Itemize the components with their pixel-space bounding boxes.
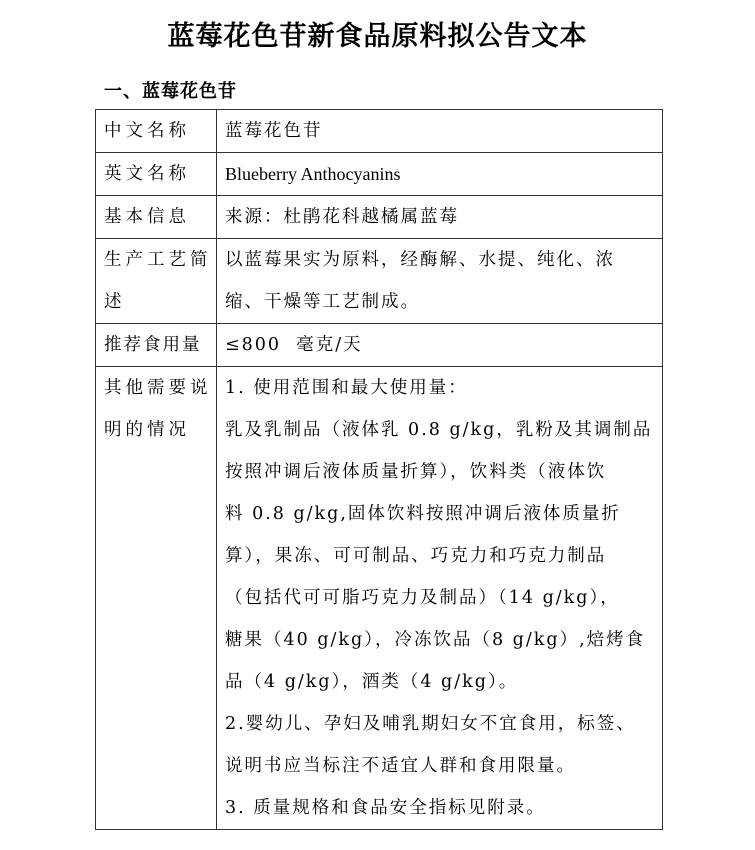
table-row-other-notes (96, 367, 663, 830)
row-label: 中文名称 (96, 110, 217, 153)
row-label: 推荐食用量 (96, 324, 217, 367)
row-label (96, 367, 217, 830)
value-line: 品（4 g/kg），酒类（4 g/kg）。 (225, 672, 519, 692)
section-heading: 一、蓝莓花色苷 (104, 81, 237, 102)
ingredient-info-table (95, 109, 663, 830)
value-line: 说明书应当标注不适宜人群和食用限量。 (225, 756, 576, 776)
value-line: 1. 使用范围和最大使用量： (225, 378, 468, 398)
row-value (217, 367, 663, 830)
value-line: 蓝莓花色苷 (225, 121, 323, 141)
row-value (217, 110, 663, 153)
table-row-recommended-intake (96, 324, 663, 367)
value-line: （包括代可可脂巧克力及制品）（14 g/kg）， (225, 588, 620, 608)
value-line: 3. 质量规格和食品安全指标见附录。 (225, 798, 546, 818)
row-value (217, 239, 663, 324)
row-label: 英文名称 (96, 153, 217, 196)
label-line: 述 (104, 292, 126, 312)
value-line: 料 0.8 g/kg,固体饮料按照冲调后液体质量折 (225, 504, 621, 524)
table-row-production-process (96, 239, 663, 324)
value-line: 按照冲调后液体质量折算），饮料类（液体饮 (225, 462, 607, 482)
row-value (217, 324, 663, 367)
table-row-basic-info (96, 196, 663, 239)
row-label (96, 239, 217, 324)
value-line: 算），果冻、可可制品、巧克力和巧克力制品 (225, 546, 607, 566)
label-line: 明的情况 (104, 420, 190, 440)
value-line: Blueberry Anthocyanins (225, 164, 401, 184)
value-line: 糖果（40 g/kg），冷冻饮品（8 g/kg）,焙烤食 (225, 630, 646, 650)
value-line: 以蓝莓果实为原料，经酶解、水提、纯化、浓 (225, 250, 615, 270)
table-row-chinese-name (96, 110, 663, 153)
row-value (217, 196, 663, 239)
label-line: 其他需要说 (104, 378, 212, 398)
row-value (217, 153, 663, 196)
table-row-english-name (96, 153, 663, 196)
value-line: ≤800 毫克/天 (225, 335, 363, 355)
row-label: 基本信息 (96, 196, 217, 239)
value-line: 缩、干燥等工艺制成。 (225, 292, 420, 312)
value-line: 2.婴幼儿、孕妇及哺乳期妇女不宜食用，标签、 (225, 714, 636, 734)
label-line: 生产工艺简 (104, 250, 212, 270)
value-line: 乳及乳制品（液体乳 0.8 g/kg，乳粉及其调制品 (225, 420, 653, 440)
value-line: 来源：杜鹃花科越橘属蓝莓 (225, 207, 459, 227)
document-title: 蓝莓花色苷新食品原料拟公告文本 (167, 21, 588, 52)
